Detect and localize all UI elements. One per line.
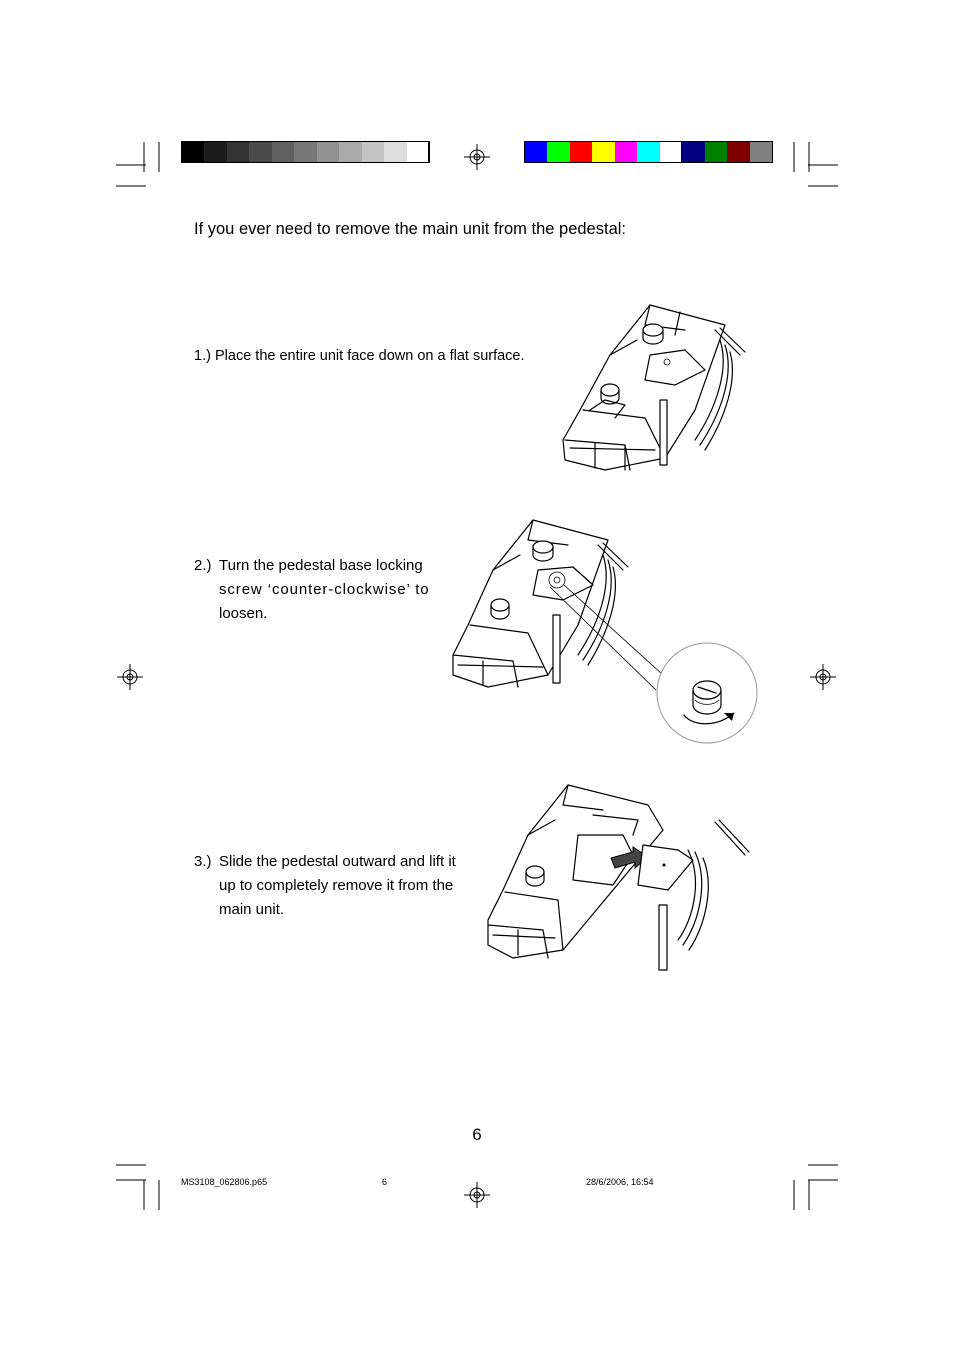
color-swatch: [637, 142, 659, 162]
color-calibration-bar: [524, 141, 773, 163]
color-swatch: [525, 142, 547, 162]
color-swatch: [727, 142, 749, 162]
color-swatch: [615, 142, 637, 162]
page-number: 6: [472, 1125, 482, 1144]
gray-swatch: [182, 142, 204, 162]
gray-swatch: [249, 142, 271, 162]
step-3-line-3: main unit.: [219, 901, 285, 918]
gray-swatch: [407, 142, 429, 162]
gray-swatch: [362, 142, 384, 162]
color-swatch: [705, 142, 727, 162]
step-1-number: 1.): [194, 348, 211, 364]
illustration-unit-face-down: [555, 300, 755, 475]
footer-file-name: MS3108_062806.p65: [181, 1177, 268, 1187]
gray-swatch: [384, 142, 406, 162]
color-swatch: [570, 142, 592, 162]
step-3-number: 3.): [194, 853, 212, 870]
step-3: [194, 850, 474, 922]
step-2-number: 2.): [194, 557, 212, 574]
registration-mark-top-icon: [462, 142, 492, 172]
illustration-slide-pedestal: [483, 780, 753, 975]
grayscale-calibration-bar: [181, 141, 430, 163]
gray-swatch: [272, 142, 294, 162]
footer-timestamp: 28/6/2006, 16:54: [586, 1177, 654, 1187]
registration-mark-right-icon: [808, 662, 838, 692]
gray-swatch: [339, 142, 361, 162]
step-2-line-2: screw ‘counter-clockwise’ to: [219, 581, 430, 598]
gray-swatch: [204, 142, 226, 162]
registration-mark-left-icon: [115, 662, 145, 692]
step-3-line-2: up to completely remove it from the: [219, 877, 454, 894]
gray-swatch: [227, 142, 249, 162]
color-swatch: [750, 142, 772, 162]
page-heading: If you ever need to remove the main unit from the pedestal:: [194, 220, 626, 238]
step-1-text: Place the entire unit face down on a flat surface.: [215, 348, 525, 364]
step-3-line-1: Slide the pedestal outward and lift it: [219, 853, 456, 870]
gray-swatch: [294, 142, 316, 162]
step-2-line-3: loosen.: [219, 605, 268, 622]
step-2: [194, 554, 434, 626]
illustration-locking-screw: [448, 515, 763, 750]
color-swatch: [682, 142, 704, 162]
color-swatch: [547, 142, 569, 162]
color-swatch: [592, 142, 614, 162]
footer-page: 6: [382, 1177, 388, 1187]
registration-mark-bottom-icon: [462, 1180, 492, 1210]
color-swatch: [660, 142, 682, 162]
step-1: [194, 344, 554, 368]
step-2-line-1: Turn the pedestal base locking: [219, 557, 423, 574]
gray-swatch: [317, 142, 339, 162]
